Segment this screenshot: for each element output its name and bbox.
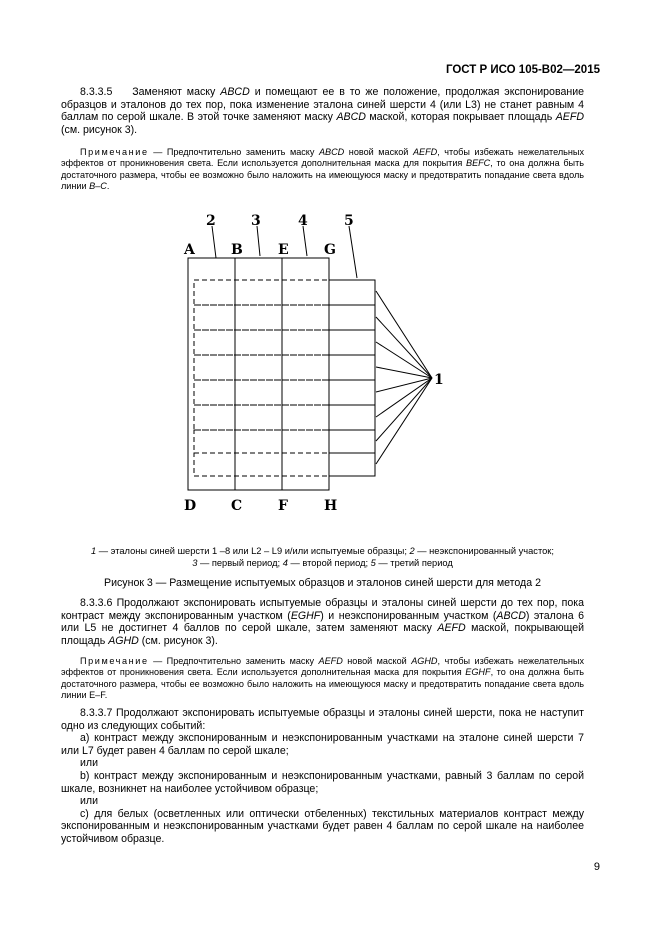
item-c: c) для белых (осветленных или оптически отбеленных) текстильных материалов контраст между экспонированным и неэкспонированным участками будет равен 4 баллам по серой шкале на наиболее устойчивом образце. xyxy=(61,807,584,845)
callout-5: 5 xyxy=(344,213,354,229)
label-f: F xyxy=(278,498,288,514)
callout-2: 2 xyxy=(206,213,216,229)
third-period-area xyxy=(329,280,375,476)
legend-line-1: 1 — эталоны синей шерсти 1 –8 или L2 – L9 и/или испытуемые образцы; 2 — неэкспонированный участок; xyxy=(91,546,554,556)
label-e: E xyxy=(278,242,289,258)
paragraph-8-3-3-5: 8.3.3.5 Заменяют маску ABCD и помещают ее в то же положение, продолжая экспонирование образцов и эталонов до тех пор, пока изменение эталона синей шерсти 4 (или L3) не станет равным 4 баллам по серой шкале. В этой точке заменяют маску ABCD маской, которая покрывает площадь AEFD (см. рисунок 3). xyxy=(61,86,585,136)
label-g: G xyxy=(324,242,336,258)
sample-frame xyxy=(188,258,329,490)
callout-4: 4 xyxy=(298,213,308,229)
paragraph-8-3-3-6: 8.3.3.6 Продолжают экспонировать испытуемые образцы и эталоны синей шерсти до тех пор, пока контраст между экспонированным участком (EGHF) и неэкспонированным участком (ABCD) эталона 6 или L5 не достигнет 4 баллов по серой шкале, затем заменяют маску AEFD маской, покрывающей площадь AGHD (см. рисунок 3). xyxy=(61,597,585,647)
note-2: Примечание — Предпочтительно заменить маску AEFD новой маской AGHD, чтобы избежать нежелательных эффектов от проникновения света. Если используется дополнительная маска для покрытия EGHF, то она должна быть достаточного размера, чтобы ее возможно было наложить на имеющуюся маску и предотвратить попадание света вдоль линии E–F. xyxy=(61,656,585,701)
or-separator: или xyxy=(80,795,99,808)
legend-line-2: 3 — первый период; 4 — второй период; 5 — третий период xyxy=(192,558,453,568)
label-a: A xyxy=(184,242,195,258)
page-number: 9 xyxy=(593,861,600,873)
item-b: b) контраст между экспонированным и неэкспонированным участками, равный 3 баллам по серой шкале, возникнет на наиболее устойчивом образце; xyxy=(61,769,584,795)
paragraph-number: 8.3.3.6 xyxy=(80,597,113,609)
paragraph-8-3-3-7 xyxy=(61,707,584,846)
label-b: B xyxy=(231,242,243,258)
label-h: H xyxy=(324,498,338,514)
note-label: Примечание xyxy=(80,656,149,666)
or-separator: или xyxy=(80,757,99,770)
strip-dividers xyxy=(329,305,375,453)
note-label: Примечание xyxy=(80,147,149,157)
figure-3-diagram xyxy=(0,200,661,520)
callout-3: 3 xyxy=(251,213,261,229)
sample-pointer-arrows xyxy=(376,291,432,464)
document-header: ГОСТ Р ИСО 105-B02—2015 xyxy=(445,64,600,76)
figure-legend xyxy=(61,545,584,569)
figure-title: Рисунок 3 — Размещение испытуемых образцов и эталонов синей шерсти для метода 2 xyxy=(104,577,541,589)
paragraph-number: 8.3.3.5 xyxy=(80,86,113,98)
label-d: D xyxy=(184,498,197,514)
label-c: C xyxy=(231,498,243,514)
item-a: а) контраст между экспонированным и неэкспонированным участками на эталоне синей шерсти 7 или L7 будет равен 4 баллам по серой шкале; xyxy=(61,732,584,757)
note-1: Примечание — Предпочтительно заменить маску ABCD новой маской AEFD, чтобы избежать нежелательных эффектов от проникновения света. Если используется дополнительная маска для покрытия BEFC, то она должна быть достаточного размера, чтобы ее возможно было наложить на имеющуюся маску и предотвратить попадание света вдоль линии B–C. xyxy=(61,147,584,192)
callout-1: 1 xyxy=(434,372,444,388)
sample-strips xyxy=(194,280,329,476)
paragraph-intro: 8.3.3.7 Продолжают экспонировать испытуемые образцы и эталоны синей шерсти, пока не наступит одно из следующих событий: xyxy=(61,707,584,732)
